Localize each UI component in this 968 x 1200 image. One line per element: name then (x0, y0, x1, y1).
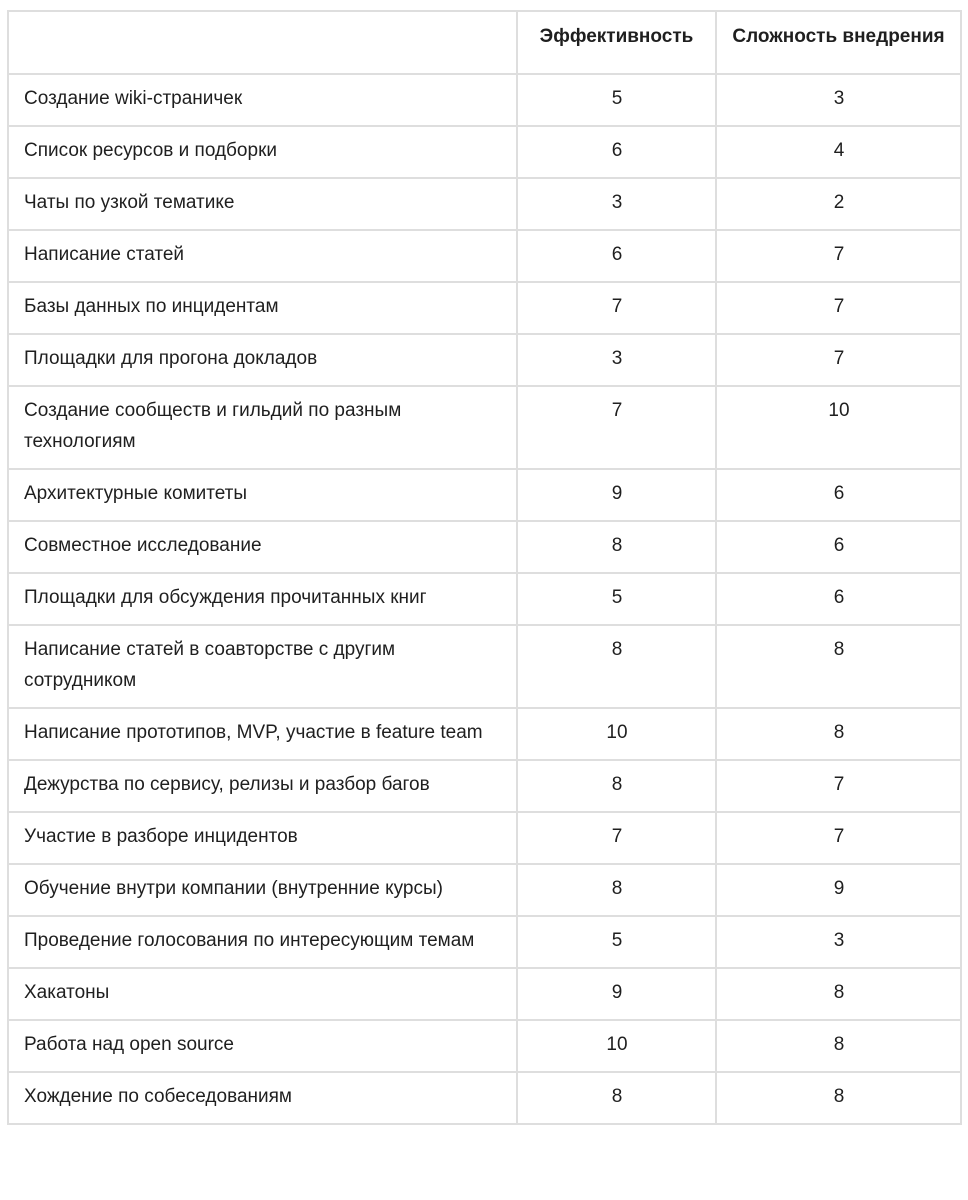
practice-name: Список ресурсов и подборки (8, 126, 517, 178)
practice-name: Площадки для обсуждения прочитанных книг (8, 573, 517, 625)
practice-name: Чаты по узкой тематике (8, 178, 517, 230)
header-practice (8, 11, 517, 74)
table-row (8, 864, 961, 916)
effectiveness-value: 9 (517, 469, 716, 521)
practice-name: Площадки для прогона докладов (8, 334, 517, 386)
table-row (8, 178, 961, 230)
effectiveness-value: 8 (517, 760, 716, 812)
table-row (8, 1020, 961, 1072)
practice-name: Базы данных по инцидентам (8, 282, 517, 334)
practice-name: Участие в разборе инцидентов (8, 812, 517, 864)
complexity-value: 7 (716, 812, 961, 864)
complexity-value: 7 (716, 760, 961, 812)
table-row (8, 760, 961, 812)
effectiveness-value: 3 (517, 178, 716, 230)
effectiveness-value: 7 (517, 812, 716, 864)
practice-name: Обучение внутри компании (внутренние курсы) (8, 864, 517, 916)
table-row (8, 916, 961, 968)
table-row (8, 334, 961, 386)
effectiveness-value: 8 (517, 625, 716, 708)
effectiveness-value: 5 (517, 573, 716, 625)
practice-name: Написание статей (8, 230, 517, 282)
table-row (8, 1072, 961, 1124)
effectiveness-value: 6 (517, 126, 716, 178)
header-complexity: Сложность внедрения (716, 11, 961, 74)
complexity-value: 9 (716, 864, 961, 916)
table-row (8, 126, 961, 178)
practice-name: Архитектурные комитеты (8, 469, 517, 521)
table-row (8, 282, 961, 334)
header-effectiveness: Эффективность (517, 11, 716, 74)
table-row (8, 812, 961, 864)
effectiveness-value: 5 (517, 74, 716, 126)
practice-name: Создание wiki-страничек (8, 74, 517, 126)
table-row (8, 708, 961, 760)
complexity-value: 6 (716, 469, 961, 521)
table-row (8, 521, 961, 573)
practices-table (7, 10, 962, 1125)
practice-name: Проведение голосования по интересующим темам (8, 916, 517, 968)
table-row (8, 386, 961, 469)
complexity-value: 2 (716, 178, 961, 230)
complexity-value: 3 (716, 916, 961, 968)
table-row (8, 74, 961, 126)
complexity-value: 7 (716, 230, 961, 282)
practice-name: Совместное исследование (8, 521, 517, 573)
effectiveness-value: 8 (517, 864, 716, 916)
complexity-value: 8 (716, 1020, 961, 1072)
effectiveness-value: 3 (517, 334, 716, 386)
practices-table-container (7, 10, 960, 1125)
complexity-value: 8 (716, 1072, 961, 1124)
practice-name: Хакатоны (8, 968, 517, 1020)
effectiveness-value: 6 (517, 230, 716, 282)
table-row (8, 230, 961, 282)
complexity-value: 8 (716, 625, 961, 708)
complexity-value: 10 (716, 386, 961, 469)
complexity-value: 7 (716, 282, 961, 334)
practice-name: Дежурства по сервису, релизы и разбор багов (8, 760, 517, 812)
effectiveness-value: 10 (517, 708, 716, 760)
complexity-value: 4 (716, 126, 961, 178)
effectiveness-value: 5 (517, 916, 716, 968)
effectiveness-value: 8 (517, 521, 716, 573)
practice-name: Написание статей в соавторстве с другим сотрудником (8, 625, 517, 708)
complexity-value: 8 (716, 968, 961, 1020)
table-row (8, 968, 961, 1020)
practice-name: Работа над open source (8, 1020, 517, 1072)
effectiveness-value: 10 (517, 1020, 716, 1072)
effectiveness-value: 7 (517, 386, 716, 469)
complexity-value: 6 (716, 573, 961, 625)
table-row (8, 625, 961, 708)
table-header-row (8, 11, 961, 74)
practice-name: Написание прототипов, MVP, участие в feature team (8, 708, 517, 760)
practice-name: Создание сообществ и гильдий по разным технологиям (8, 386, 517, 469)
effectiveness-value: 7 (517, 282, 716, 334)
complexity-value: 7 (716, 334, 961, 386)
practice-name: Хождение по собеседованиям (8, 1072, 517, 1124)
table-row (8, 469, 961, 521)
table-row (8, 573, 961, 625)
complexity-value: 6 (716, 521, 961, 573)
effectiveness-value: 9 (517, 968, 716, 1020)
effectiveness-value: 8 (517, 1072, 716, 1124)
complexity-value: 3 (716, 74, 961, 126)
complexity-value: 8 (716, 708, 961, 760)
